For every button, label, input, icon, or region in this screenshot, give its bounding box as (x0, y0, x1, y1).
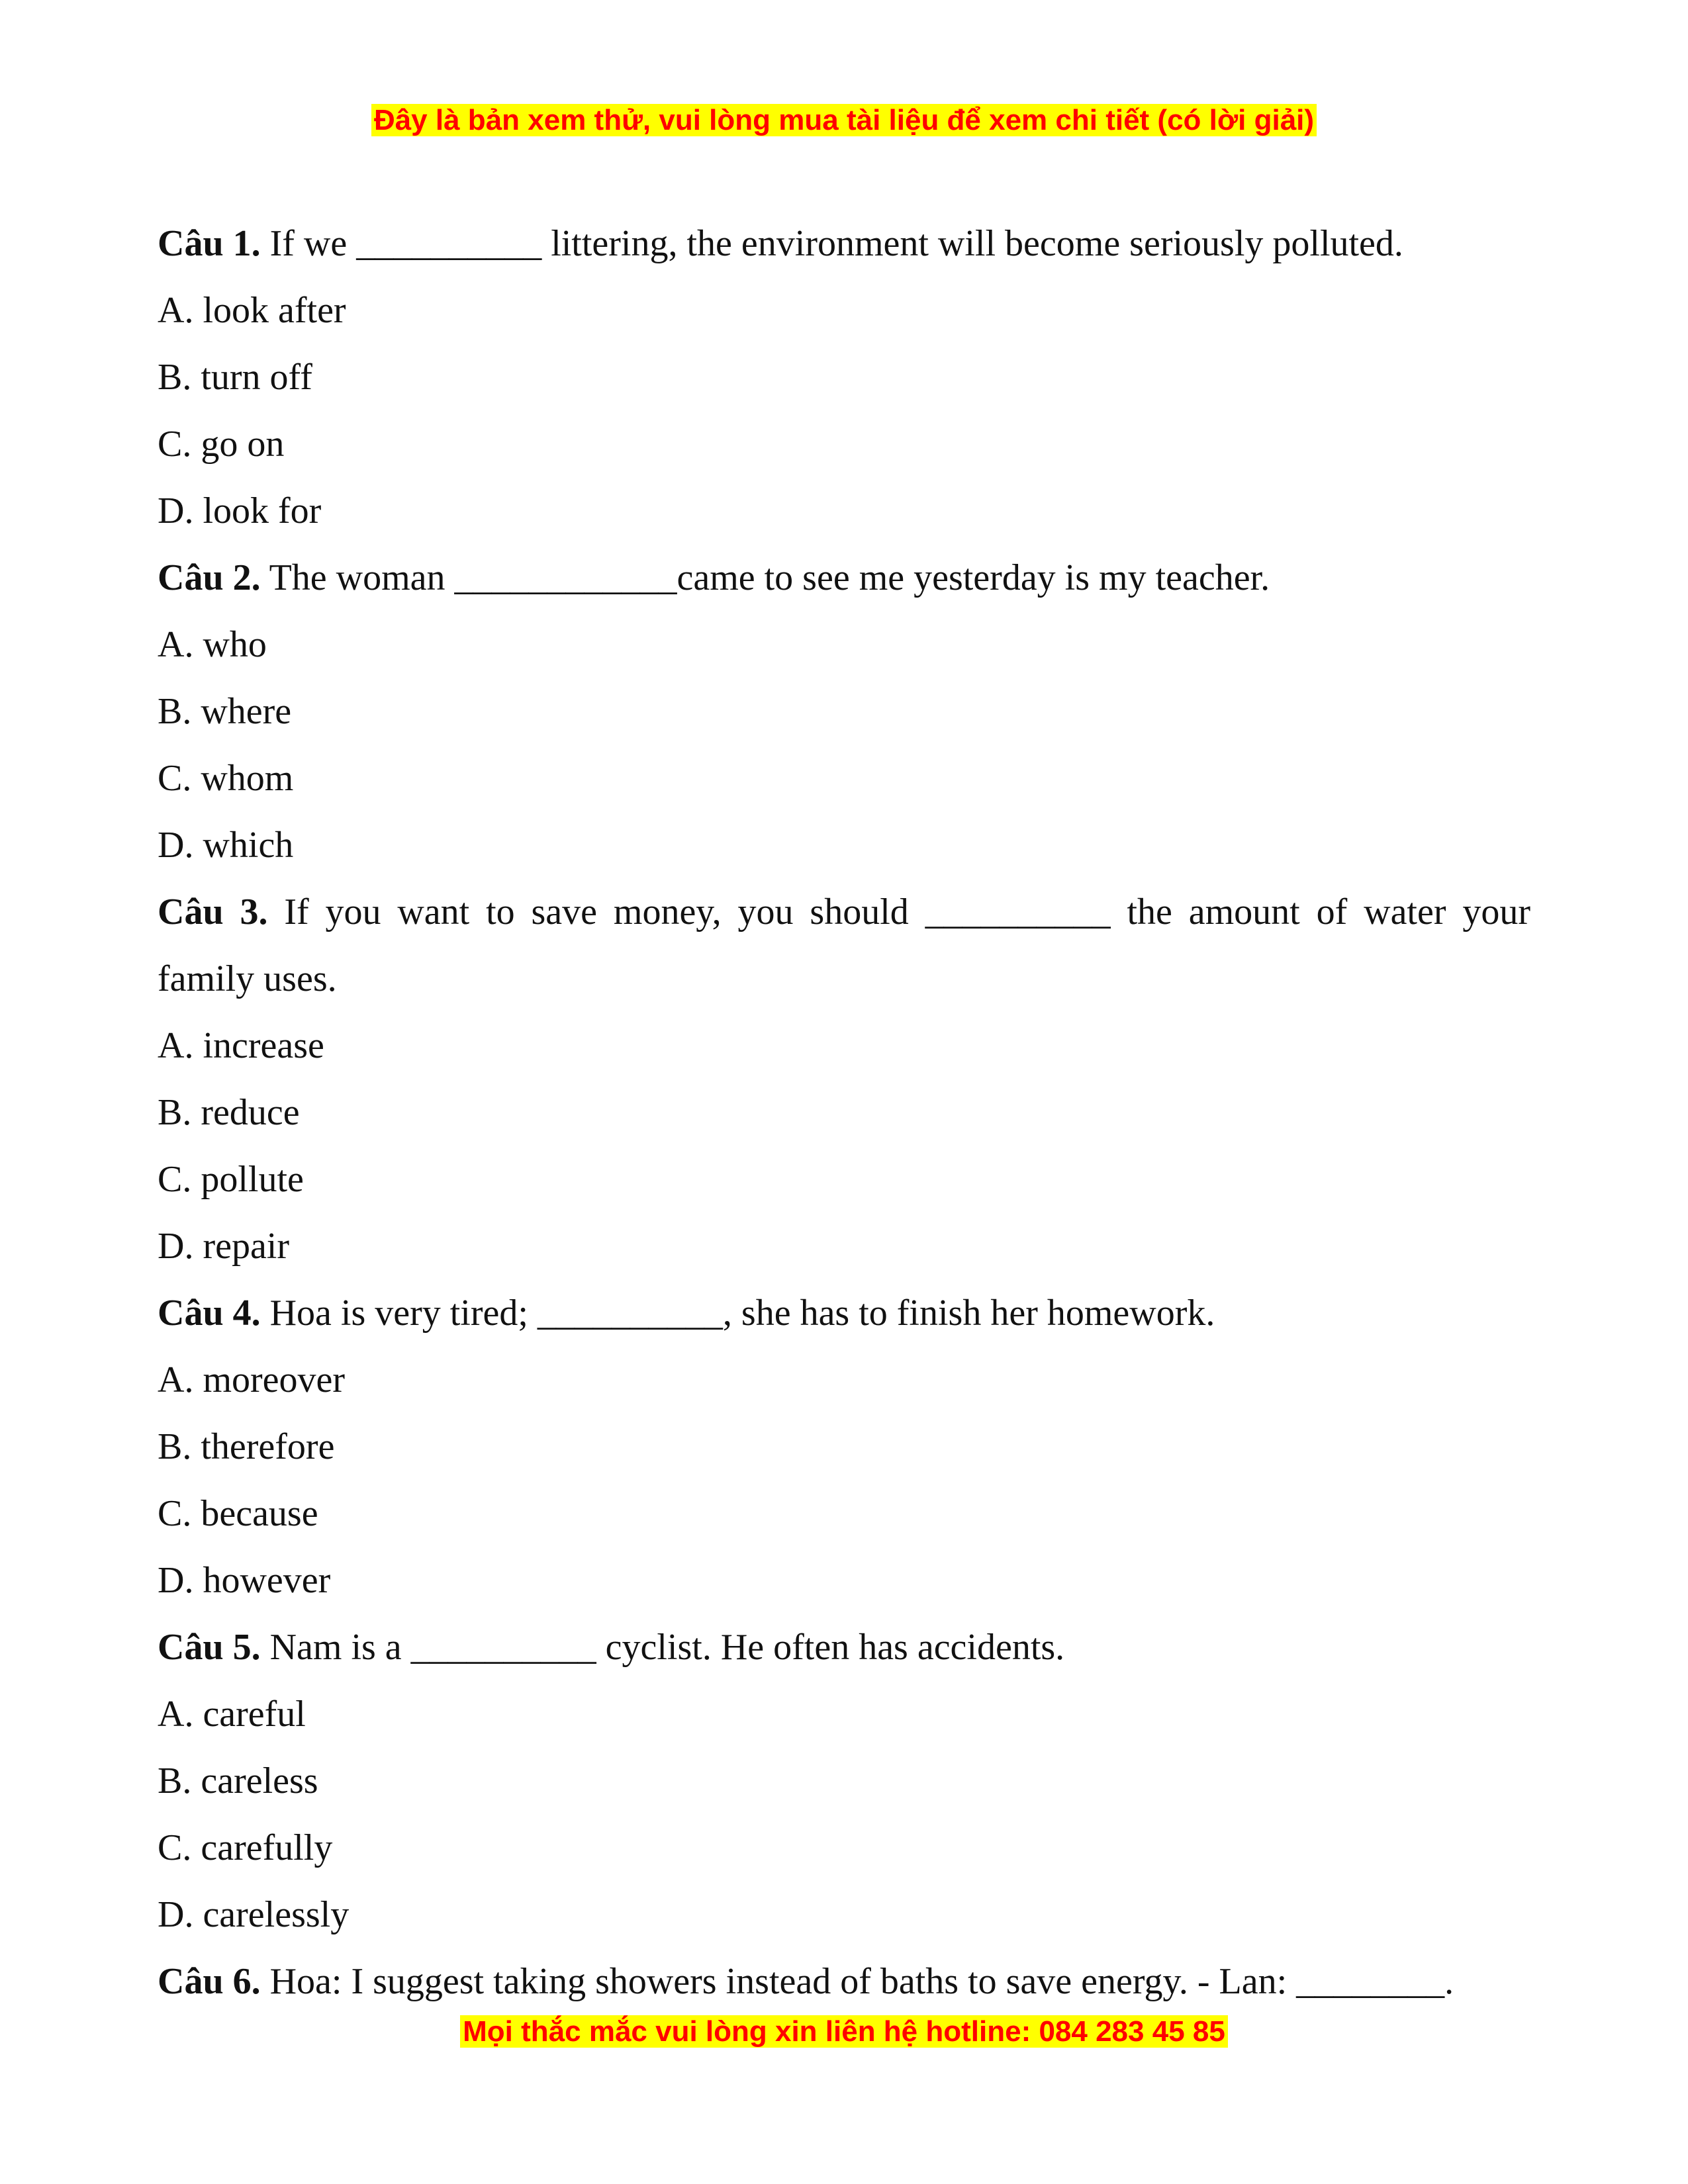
question-text: The woman ____________came to see me yesterday is my teacher. (260, 557, 1270, 598)
question-1 (158, 210, 1530, 277)
option-c: C. go on (158, 424, 285, 465)
option-d: D. look for (158, 490, 322, 531)
question-6 (158, 1948, 1530, 2015)
option-b: B. therefore (158, 1426, 335, 1467)
option-a: A. increase (158, 1025, 324, 1066)
option-a: A. who (158, 624, 267, 665)
option-d: D. which (158, 825, 294, 866)
option-c: C. because (158, 1493, 318, 1534)
preview-notice (0, 101, 1688, 140)
question-label: Câu 1. (158, 223, 261, 264)
question-text-continued: family uses. (158, 958, 337, 999)
option-c: C. whom (158, 758, 294, 799)
option-b: B. reduce (158, 1092, 300, 1133)
option-b: B. where (158, 691, 292, 732)
preview-notice-text: Đây là bản xem thử, vui lòng mua tài liệu để xem chi tiết (có lời giải) (371, 104, 1317, 136)
option-d: D. however (158, 1560, 331, 1601)
question-label: Câu 3. (158, 891, 268, 933)
question-text: If we __________ littering, the environment will become seriously polluted. (260, 223, 1403, 264)
question-3 (158, 879, 1530, 946)
hotline-notice (0, 2012, 1688, 2052)
question-text: If you want to save money, you should __________ the amount of water your (267, 891, 1531, 933)
option-d: D. carelessly (158, 1894, 350, 1935)
question-list (158, 210, 1530, 2015)
question-label: Câu 5. (158, 1627, 261, 1668)
hotline-notice-text: Mọi thắc mắc vui lòng xin liên hệ hotline: 084 283 45 85 (460, 2015, 1228, 2048)
question-text: Hoa: I suggest taking showers instead of baths to save energy. - Lan: ________. (260, 1961, 1454, 2002)
question-5 (158, 1614, 1530, 1681)
option-a: A. look after (158, 290, 346, 331)
option-b: B. careless (158, 1760, 318, 1801)
question-text: Hoa is very tired; __________, she has to finish her homework. (260, 1293, 1215, 1334)
option-c: C. carefully (158, 1827, 333, 1868)
option-a: A. moreover (158, 1359, 346, 1400)
option-d: D. repair (158, 1226, 290, 1267)
option-c: C. pollute (158, 1159, 304, 1200)
question-label: Câu 4. (158, 1293, 261, 1334)
question-text: Nam is a __________ cyclist. He often has accidents. (260, 1627, 1065, 1668)
question-2 (158, 545, 1530, 612)
question-label: Câu 2. (158, 557, 261, 598)
question-4 (158, 1280, 1530, 1347)
question-label: Câu 6. (158, 1961, 261, 2002)
option-a: A. careful (158, 1694, 306, 1735)
option-b: B. turn off (158, 357, 312, 398)
